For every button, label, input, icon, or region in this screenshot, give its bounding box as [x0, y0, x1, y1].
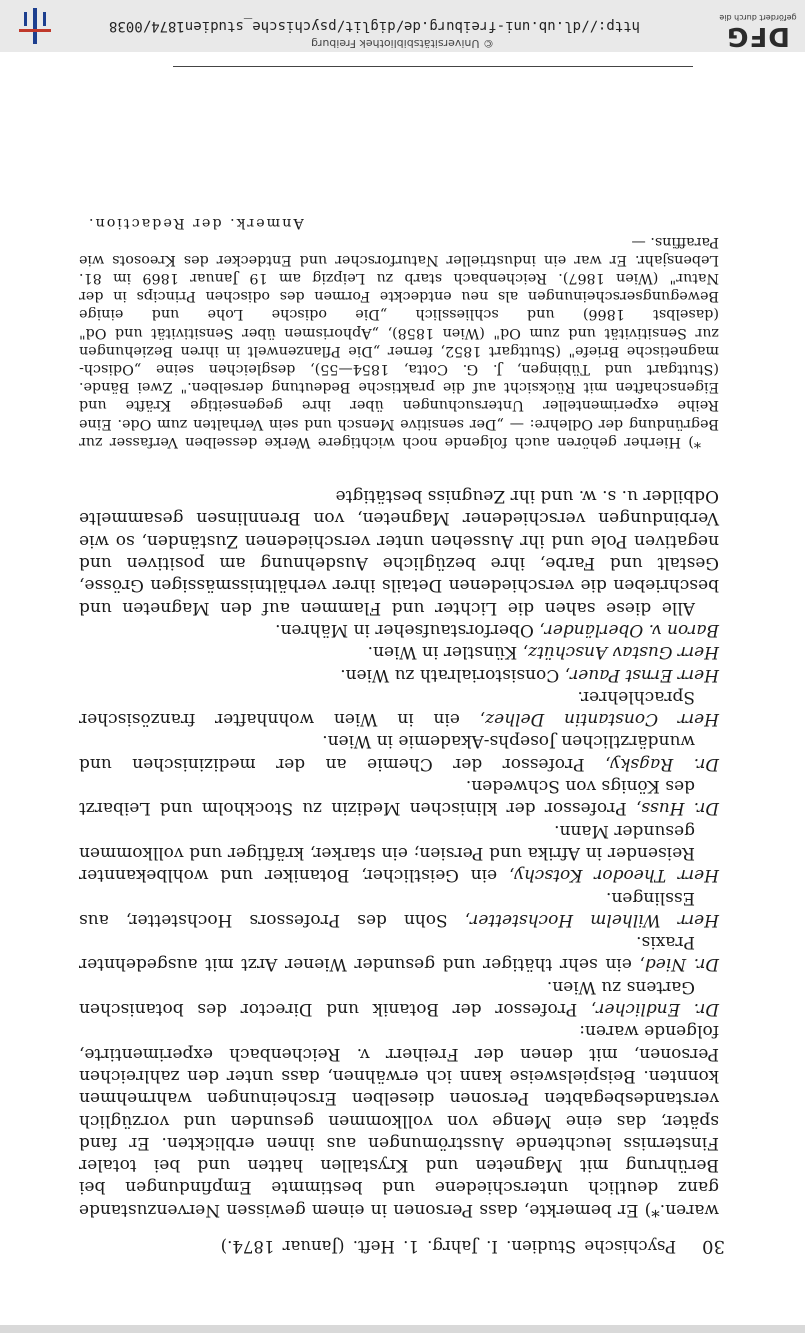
- person-description: , Professor der Botanik und Director des botanischen Gartens zu Wien.: [78, 976, 695, 1020]
- person-description: , Professor der Chemie an der medizinischen und wundärztlichen Josephs-Akademie in Wien.: [79, 731, 695, 774]
- person-description: , ein Geistlicher, Botaniker und wohlbekannter Reisender in Afrika und Persien; ein starker, kräftiger und vollkommen gesunder Mann.: [79, 820, 695, 886]
- bottom-scroll-strip: [0, 1325, 805, 1333]
- person-description: , Sohn des Professors Hochstetter, aus Esslingen.: [79, 887, 695, 930]
- person-entry: [79, 775, 719, 820]
- dfg-logo-subtitle: gefördert durch die: [719, 13, 797, 22]
- book-page: [78, 214, 725, 1257]
- closing-paragraph: Alle diese sahen die Lichter und Flammen auf den Magneten und beschrieben die verschiedenen Details ihrer verhältnissmässigen Grösse, Gestalt und Farbe, ihre bezügliche Ausdehnung am positiven und negativen Pole und ihr Aussehen unter verschiedenen Zuständen, so wie Verbindungen verschiedener Magneten, von Brennlinsen gesammelte Odbilder u. s. w. und ihr Zeugniss bestätigte: [79, 486, 719, 618]
- footnote: [79, 215, 719, 450]
- person-description: , Künstler in Wien.: [367, 642, 529, 663]
- dfg-logo: [717, 12, 799, 50]
- person-entry: [79, 819, 719, 886]
- person-name: Herr Constantin Delhez: [485, 709, 719, 730]
- person-name: Dr. Ragsky: [610, 753, 719, 774]
- university-freiburg-logo-icon: [15, 6, 55, 46]
- copyright-notice: © Universitätsbibliothek Freiburg: [311, 37, 494, 50]
- permalink-url[interactable]: http://dl.ub.uni-freiburg.de/diglit/psychische_studien1874/0038: [108, 18, 640, 34]
- person-name: Dr. Huss: [641, 798, 719, 819]
- person-name: Herr Gustav Anschütz: [528, 642, 719, 663]
- person-name: Dr. Nied: [644, 954, 719, 975]
- running-head: [79, 1235, 725, 1257]
- footnote-signature: Anmerk. der Redaction.: [87, 215, 304, 232]
- person-description: , Oberforstaufseher in Mähren.: [275, 619, 545, 640]
- person-name: Herr Ernst Pauer: [570, 664, 719, 685]
- footnote-text: *) Hierher gehören auch folgende noch wichtigere Werke desselben Verfasser zur Begründung der Odlehre: — „Der sensitive Mensch und sein Verhalten zum Ode. Eine Reihe experimenteller Untersuchungen über ihre gegenseitige Kräfte und Eigenschaften mit Rücksicht auf die praktische Bedeutung derselben." Zwei Bände. (Stuttgart und Tübingen, J. G. Cotta, 1854—55), desgleichen seine „Odisch-magnetische Briefe" (Stuttgart 1852, ferner „Die Pflanzenwelt in ihren Beziehungen zur Sensitivität und zum Od" (Wien 1858), „Aphorismen über Sensitivität und Od" (daselbst 1866) und schliesslich „Die odische Lohe und einige Bewegungserscheinungen als neu entdeckte Formen des odischen Princips in der Natur" (Wien 1867). Reichenbach starb zu Leipzig am 19 Januar 1869 im 81. Lebensjahr. Er war ein industrieller Naturforscher und Entdecker des Kreosots wie Paraffins. —: [79, 233, 719, 450]
- person-description: , ein in Wien wohnhafter französischer Sprachlehrer.: [79, 686, 695, 730]
- page-number: 30: [702, 1236, 725, 1257]
- person-entry: [79, 730, 719, 775]
- person-name: Baron v. Oberländer: [544, 619, 719, 640]
- person-entry: [79, 931, 719, 976]
- person-entry: [79, 886, 719, 931]
- person-name: Herr Theodor Kotschy: [514, 865, 719, 886]
- person-entry: [79, 975, 719, 1020]
- running-head-title: Psychische Studien. I. Jahrg. 1. Heft. (Januar 1874.): [220, 1237, 677, 1256]
- header-rule: [173, 66, 693, 67]
- person-entry: [79, 619, 719, 641]
- person-description: , Consistorialrath zu Wien.: [340, 664, 571, 685]
- persons-list: [79, 619, 719, 1020]
- intro-paragraph: waren.*) Er bemerkte, dass Personen in einem gewissen Nervenzustande ganz deutlich unterschiedene und bestimmte Empfindungen bei Berührung mit Magneten und Krystallen hatten und bei totaler Finsterniss leuchtende Ausströmungen aus ihnen erblickten. Er fand später, das eine Menge von vollkommen gesunden und vorzüglich verstandesbegabten Personen dieselben Erscheinungen wahrnehmen konnten. Beispielsweise kann ich erwähnen, dass unter den zahlreichen Personen, mit denen der Freiherr v. Reichenbach experimentirte, folgende waren:: [79, 1021, 719, 1220]
- person-name: Herr Wilhelm Hochstetter: [470, 909, 719, 930]
- person-description: , Professor der klinischen Medizin zu Stockholm und Leibarzt des Königs von Schweden.: [79, 776, 695, 819]
- viewer-footer-bar: [0, 0, 805, 52]
- person-name: Dr. Endlicher: [596, 999, 719, 1020]
- person-entry: [79, 686, 719, 731]
- person-entry: [79, 641, 719, 663]
- person-entry: [79, 663, 719, 685]
- dfg-logo-letters: DFG: [726, 21, 790, 51]
- person-description: , ein sehr thätiger und gesunder Wiener Arzt mit ausgedehnter Praxis.: [79, 932, 695, 975]
